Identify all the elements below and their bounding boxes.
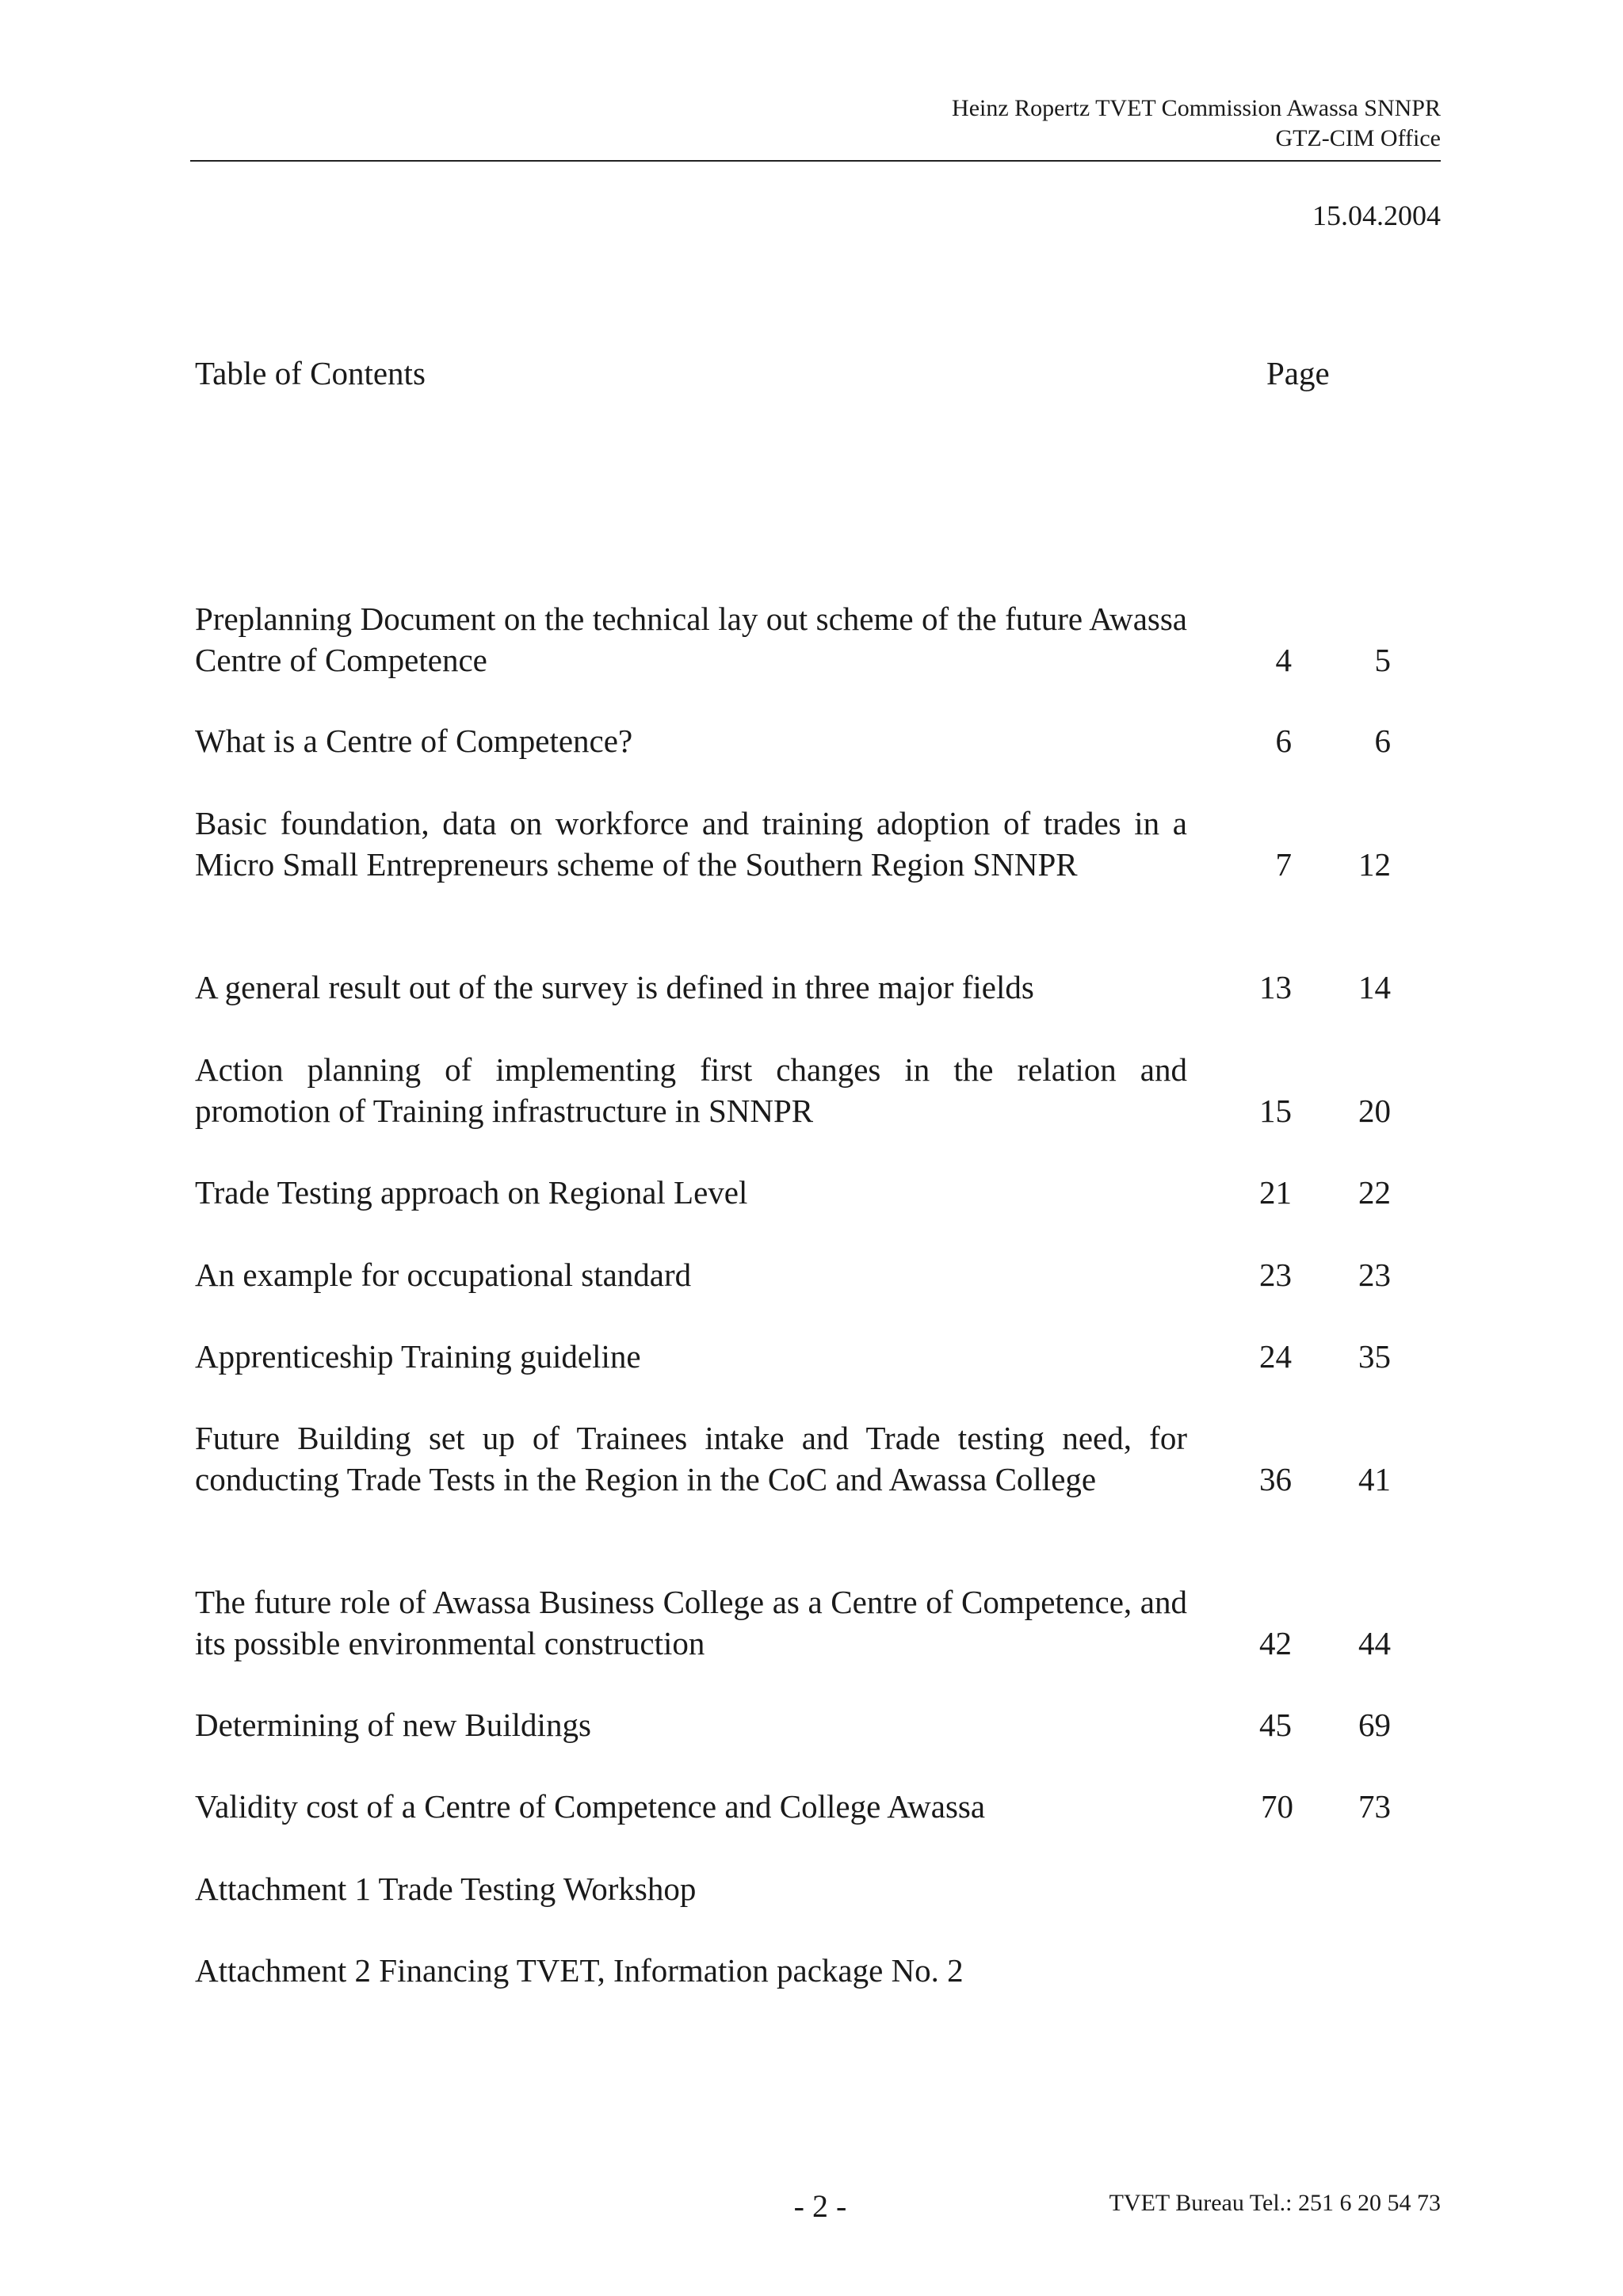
toc-entry-end-page: 41 (1358, 1460, 1391, 1497)
toc-entry (195, 599, 1582, 681)
toc-entry (195, 1173, 1582, 1214)
page-header (190, 93, 1441, 154)
toc-entry-start-page: 45 (1259, 1707, 1292, 1743)
toc-entry-start-page: 42 (1259, 1624, 1292, 1661)
header-author-line: Heinz Ropertz TVET Commission Awassa SNNPR (952, 95, 1441, 121)
toc-entry-text: Determining of new Buildings (195, 1707, 591, 1743)
toc-entry-start-page: 23 (1259, 1257, 1292, 1293)
toc-entry-start-page: 24 (1259, 1338, 1292, 1375)
toc-entry-end-page: 22 (1358, 1174, 1391, 1211)
toc-entry-end-page: 12 (1358, 845, 1391, 883)
toc-entry (195, 1418, 1582, 1500)
toc-entry-end-page: 73 (1358, 1788, 1391, 1825)
toc-entry-text: Attachment 2 Financing TVET, Information package No. 2 (195, 1952, 964, 1989)
toc-entry-end-page: 6 (1374, 723, 1391, 759)
toc-entry-end-page: 14 (1358, 969, 1391, 1005)
toc-entry-text: A general result out of the survey is defined in three major fields (195, 969, 1034, 1005)
toc-entry-text: What is a Centre of Competence? (195, 723, 633, 759)
toc-entry-start-page: 7 (1275, 845, 1292, 883)
toc-entry (195, 967, 1582, 1009)
toc-entry-start-page: 6 (1275, 723, 1292, 759)
toc-entry-start-page: 21 (1259, 1174, 1292, 1211)
toc-entry-text: Attachment 1 Trade Testing Workshop (195, 1871, 697, 1907)
toc-entry (195, 1787, 1582, 1828)
toc-entry-end-page: 20 (1358, 1092, 1391, 1129)
toc-entry-text: Future Building set up of Trainees intake and Trade testing need, for conducting Trade Tests in the Region in the CoC and Awassa College (195, 1420, 1187, 1497)
toc-entry-start-page: 13 (1259, 969, 1292, 1005)
toc-entry-start-page: 36 (1259, 1460, 1292, 1497)
toc-entry-end-page: 69 (1358, 1707, 1391, 1743)
footer-page-number: - 2 - (793, 2188, 847, 2224)
toc-entry (195, 721, 1582, 762)
toc-entry-start-page: 4 (1275, 641, 1292, 678)
toc-entry (195, 1705, 1582, 1746)
toc-entry-end-page: 35 (1358, 1338, 1391, 1375)
toc-entry-text: An example for occupational standard (195, 1257, 692, 1293)
toc-entry-end-page: 23 (1358, 1257, 1391, 1293)
toc-entry-text: Apprenticeship Training guideline (195, 1338, 641, 1375)
toc-entry (195, 1050, 1582, 1131)
toc-entry-text: Basic foundation, data on workforce and training adoption of trades in a Micro Small Entrepreneurs scheme of the Southern Region SNNPR (195, 805, 1187, 883)
header-office-line: GTZ-CIM Office (1275, 125, 1441, 151)
toc-entry-start-page: 15 (1259, 1092, 1292, 1129)
toc-entry (195, 1582, 1582, 1664)
toc-entry (195, 1951, 1582, 1992)
toc-entry-end-page: 44 (1358, 1624, 1391, 1661)
toc-title: Table of Contents (195, 355, 426, 391)
toc-entry-text: Trade Testing approach on Regional Level (195, 1174, 748, 1211)
header-divider (190, 160, 1441, 162)
toc-entry (195, 803, 1582, 885)
toc-entry-text: The future role of Awassa Business College as a Centre of Competence, and its possible environmental construction (195, 1584, 1187, 1661)
toc-entry-text: Validity cost of a Centre of Competence and College Awassa (195, 1788, 986, 1825)
toc-entry (195, 1869, 1582, 1910)
toc-page-heading: Page (1266, 355, 1330, 391)
document-date: 15.04.2004 (1312, 200, 1441, 231)
toc-entry-text: Action planning of implementing first changes in the relation and promotion of Training infrastructure in SNNPR (195, 1051, 1187, 1129)
toc-entry-text: Preplanning Document on the technical lay out scheme of the future Awassa Centre of Competence (195, 601, 1187, 678)
toc-entry (195, 1337, 1582, 1378)
toc-entry-end-page: 5 (1374, 641, 1391, 678)
toc-entry-start-page: 70 (1261, 1788, 1293, 1825)
footer-telephone: TVET Bureau Tel.: 251 6 20 54 73 (1109, 2190, 1441, 2216)
toc-entry (195, 1255, 1582, 1296)
